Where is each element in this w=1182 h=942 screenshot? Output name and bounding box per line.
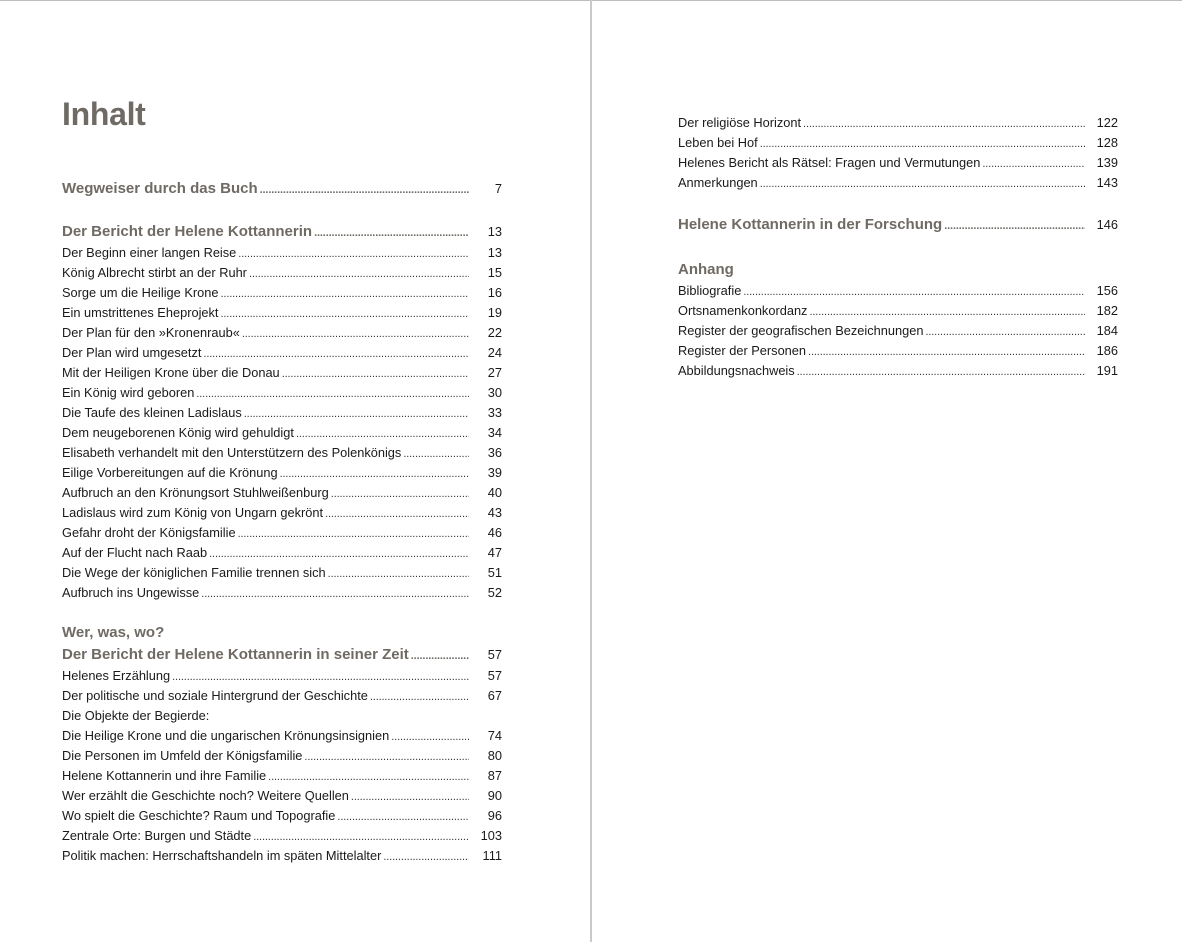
toc-entry-page: 24 bbox=[487, 345, 502, 360]
toc-list-werwaswo-a bbox=[62, 666, 502, 706]
toc-entry[interactable] bbox=[62, 403, 502, 423]
toc-list-anhang bbox=[678, 281, 1118, 381]
toc-entry[interactable] bbox=[678, 153, 1118, 173]
toc-entry-page: 13 bbox=[487, 224, 502, 239]
toc-entry-label: Eilige Vorbereitungen auf die Krönung bbox=[62, 465, 278, 480]
toc-list-bericht bbox=[62, 243, 502, 603]
leader-dots bbox=[797, 362, 1085, 382]
toc-entry[interactable] bbox=[678, 301, 1118, 321]
leader-dots bbox=[383, 847, 469, 867]
toc-entry-page: 16 bbox=[487, 285, 502, 300]
toc-list-continued bbox=[678, 113, 1118, 193]
leader-dots bbox=[925, 322, 1085, 342]
toc-entry-page: 33 bbox=[487, 405, 502, 420]
toc-entry[interactable] bbox=[62, 686, 502, 706]
toc-entry[interactable] bbox=[62, 786, 502, 806]
toc-entry-page: 47 bbox=[487, 545, 502, 560]
toc-entry-page: 19 bbox=[487, 305, 502, 320]
toc-entry-label: Abbildungsnachweis bbox=[678, 363, 795, 378]
toc-entry-page: 184 bbox=[1096, 323, 1118, 338]
page-title: Inhalt bbox=[62, 96, 146, 132]
toc-entry[interactable] bbox=[62, 363, 502, 383]
leader-dots bbox=[403, 444, 469, 464]
toc-group-forschung bbox=[678, 214, 1118, 236]
leader-dots bbox=[280, 464, 469, 484]
toc-entry-page: 182 bbox=[1096, 303, 1118, 318]
leader-dots bbox=[209, 544, 469, 564]
toc-entry-label: Die Personen im Umfeld der Königsfamilie bbox=[62, 748, 303, 763]
toc-entry[interactable] bbox=[62, 666, 502, 686]
toc-entry-label: Gefahr droht der Königsfamilie bbox=[62, 525, 236, 540]
leader-dots bbox=[351, 787, 469, 807]
toc-entry-label: Ein König wird geboren bbox=[62, 385, 195, 400]
toc-entry-label: Wegweiser durch das Buch bbox=[62, 180, 258, 197]
toc-entry[interactable] bbox=[62, 343, 502, 363]
leader-dots bbox=[253, 827, 469, 847]
leader-dots bbox=[743, 282, 1085, 302]
toc-entry[interactable] bbox=[62, 563, 502, 583]
toc-entry-page: 52 bbox=[487, 585, 502, 600]
toc-entry-label: Wer erzählt die Geschichte noch? Weitere Quellen bbox=[62, 788, 349, 803]
leader-dots bbox=[296, 424, 469, 444]
toc-entry[interactable] bbox=[62, 583, 502, 603]
toc-heading-wegweiser[interactable] bbox=[62, 178, 502, 200]
toc-entry-page: 87 bbox=[487, 768, 502, 783]
toc-group-wegweiser bbox=[62, 178, 502, 200]
leader-dots bbox=[325, 504, 469, 524]
leader-dots bbox=[203, 344, 469, 364]
leader-dots bbox=[328, 564, 469, 584]
toc-entry[interactable] bbox=[62, 806, 502, 826]
leader-dots bbox=[220, 304, 469, 324]
toc-entry[interactable] bbox=[62, 423, 502, 443]
toc-entry-page: 103 bbox=[480, 828, 502, 843]
toc-entry[interactable] bbox=[62, 463, 502, 483]
toc-entry[interactable] bbox=[62, 283, 502, 303]
leader-dots bbox=[760, 134, 1085, 154]
toc-entry-page: 67 bbox=[487, 688, 502, 703]
toc-entry-page: 57 bbox=[487, 668, 502, 683]
toc-entry[interactable] bbox=[62, 846, 502, 866]
toc-entry-label: Register der geografischen Bezeichnungen bbox=[678, 323, 924, 338]
toc-entry[interactable] bbox=[62, 243, 502, 263]
toc-entry-label: Leben bei Hof bbox=[678, 135, 758, 150]
toc-left-column bbox=[62, 178, 502, 866]
toc-entry-label: Sorge um die Heilige Krone bbox=[62, 285, 219, 300]
toc-entry-page: 96 bbox=[487, 808, 502, 823]
toc-entry[interactable] bbox=[678, 361, 1118, 381]
toc-entry-page: 40 bbox=[487, 485, 502, 500]
toc-entry-label: Helene Kottannerin in der Forschung bbox=[678, 216, 943, 233]
leader-dots bbox=[760, 174, 1085, 194]
toc-entry-page: 43 bbox=[487, 505, 502, 520]
toc-entry-label: Register der Personen bbox=[678, 343, 807, 358]
toc-heading-anhang: Anhang bbox=[678, 261, 734, 278]
toc-entry[interactable] bbox=[62, 303, 502, 323]
toc-entry-label: König Albrecht stirbt an der Ruhr bbox=[62, 265, 247, 280]
toc-group-continued bbox=[678, 113, 1118, 193]
toc-group-anhang bbox=[678, 259, 1118, 381]
toc-entry-label: Helenes Erzählung bbox=[62, 668, 171, 683]
toc-heading-werwaswo: Wer, was, wo? bbox=[62, 624, 165, 641]
toc-entry-label: Politik machen: Herrschaftshandeln im späten Mittelalter bbox=[62, 848, 382, 863]
toc-entry-page: 139 bbox=[1096, 155, 1118, 170]
toc-entry-label: Die Taufe des kleinen Ladislaus bbox=[62, 405, 242, 420]
toc-list-werwaswo-b bbox=[62, 726, 502, 866]
leader-dots bbox=[391, 727, 469, 747]
toc-entry[interactable] bbox=[62, 746, 502, 766]
toc-entry-label: Der Bericht der Helene Kottannerin in seiner Zeit bbox=[62, 646, 409, 663]
leader-dots bbox=[249, 264, 469, 284]
leader-dots bbox=[268, 767, 469, 787]
toc-entry-page: 128 bbox=[1096, 135, 1118, 150]
leader-dots bbox=[172, 667, 469, 687]
toc-entry-page: 146 bbox=[1096, 217, 1118, 232]
toc-entry-label: Der Bericht der Helene Kottannerin bbox=[62, 223, 313, 240]
toc-entry-page: 51 bbox=[487, 565, 502, 580]
toc-entry-label: Der politische und soziale Hintergrund der Geschichte bbox=[62, 688, 368, 703]
toc-entry-label: Helene Kottannerin und ihre Familie bbox=[62, 768, 267, 783]
toc-entry-page: 122 bbox=[1096, 115, 1118, 130]
toc-entry-page: 15 bbox=[487, 265, 502, 280]
toc-entry[interactable] bbox=[62, 503, 502, 523]
toc-entry-page: 80 bbox=[487, 748, 502, 763]
toc-entry-page: 39 bbox=[487, 465, 502, 480]
toc-entry[interactable] bbox=[678, 321, 1118, 341]
leader-dots bbox=[411, 645, 469, 667]
toc-entry-label: Anmerkungen bbox=[678, 175, 758, 190]
leader-dots bbox=[314, 222, 469, 244]
toc-entry-page: 57 bbox=[487, 647, 502, 662]
toc-entry-page: 34 bbox=[487, 425, 502, 440]
leader-dots bbox=[238, 244, 469, 264]
book-spine bbox=[590, 0, 592, 942]
leader-dots bbox=[337, 807, 469, 827]
leader-dots bbox=[944, 215, 1085, 237]
toc-group-werwaswo bbox=[62, 622, 502, 866]
toc-heading-bericht-zeit[interactable] bbox=[62, 644, 502, 666]
toc-entry-page: 111 bbox=[482, 848, 502, 863]
toc-entry-label: Aufbruch an den Krönungsort Stuhlweißenburg bbox=[62, 485, 329, 500]
toc-entry-label: Zentrale Orte: Burgen und Städte bbox=[62, 828, 252, 843]
toc-entry-page: 27 bbox=[487, 365, 502, 380]
toc-entry[interactable] bbox=[62, 766, 502, 786]
toc-entry-page: 74 bbox=[487, 728, 502, 743]
leader-dots bbox=[304, 747, 469, 767]
toc-entry[interactable] bbox=[62, 263, 502, 283]
toc-entry[interactable] bbox=[62, 826, 502, 846]
toc-entry[interactable] bbox=[62, 323, 502, 343]
toc-entry-label: Ortsnamenkonkordanz bbox=[678, 303, 808, 318]
toc-entry-label: Der Plan für den »Kronenraub« bbox=[62, 325, 240, 340]
leader-dots bbox=[244, 404, 469, 424]
toc-subheading-objekte: Die Objekte der Begierde: bbox=[62, 708, 210, 723]
leader-dots bbox=[370, 687, 469, 707]
toc-entry[interactable] bbox=[678, 133, 1118, 153]
leader-dots bbox=[331, 484, 469, 504]
toc-heading-forschung[interactable] bbox=[678, 214, 1118, 236]
toc-entry-label: Helenes Bericht als Rätsel: Fragen und Vermutungen bbox=[678, 155, 981, 170]
leader-dots bbox=[809, 302, 1085, 322]
leader-dots bbox=[982, 154, 1085, 174]
toc-entry-label: Aufbruch ins Ungewisse bbox=[62, 585, 200, 600]
toc-entry-label: Auf der Flucht nach Raab bbox=[62, 545, 208, 560]
leader-dots bbox=[282, 364, 469, 384]
toc-entry-label: Wo spielt die Geschichte? Raum und Topografie bbox=[62, 808, 336, 823]
toc-entry[interactable] bbox=[678, 281, 1118, 301]
toc-entry-page: 156 bbox=[1096, 283, 1118, 298]
toc-entry-page: 186 bbox=[1096, 343, 1118, 358]
leader-dots bbox=[201, 584, 469, 604]
toc-entry-page: 7 bbox=[494, 181, 502, 196]
toc-entry-page: 46 bbox=[487, 525, 502, 540]
toc-entry-label: Elisabeth verhandelt mit den Unterstützern des Polenkönigs bbox=[62, 445, 402, 460]
toc-entry[interactable] bbox=[62, 443, 502, 463]
leader-dots bbox=[803, 114, 1085, 134]
toc-entry-page: 22 bbox=[487, 325, 502, 340]
toc-entry[interactable] bbox=[678, 341, 1118, 361]
toc-entry[interactable] bbox=[678, 113, 1118, 133]
leader-dots bbox=[196, 384, 469, 404]
toc-entry-label: Der Beginn einer langen Reise bbox=[62, 245, 237, 260]
toc-entry-label: Die Heilige Krone und die ungarischen Krönungsinsignien bbox=[62, 728, 390, 743]
toc-entry-label: Mit der Heiligen Krone über die Donau bbox=[62, 365, 280, 380]
leader-dots bbox=[238, 524, 469, 544]
toc-entry-page: 191 bbox=[1096, 363, 1118, 378]
toc-entry-label: Dem neugeborenen König wird gehuldigt bbox=[62, 425, 294, 440]
toc-entry-label: Der religiöse Horizont bbox=[678, 115, 802, 130]
toc-entry[interactable] bbox=[678, 173, 1118, 193]
toc-heading-bericht[interactable] bbox=[62, 221, 502, 243]
toc-entry-label: Ein umstrittenes Eheprojekt bbox=[62, 305, 219, 320]
leader-dots bbox=[221, 284, 470, 304]
toc-entry[interactable] bbox=[62, 543, 502, 563]
leader-dots bbox=[808, 342, 1085, 362]
leader-dots bbox=[260, 179, 469, 201]
toc-entry-label: Die Wege der königlichen Familie trennen sich bbox=[62, 565, 326, 580]
toc-entry-label: Der Plan wird umgesetzt bbox=[62, 345, 202, 360]
toc-entry-label: Bibliografie bbox=[678, 283, 742, 298]
toc-group-bericht bbox=[62, 221, 502, 603]
toc-entry-page: 143 bbox=[1096, 175, 1118, 190]
toc-entry-page: 30 bbox=[487, 385, 502, 400]
toc-right-column bbox=[678, 113, 1118, 381]
toc-entry[interactable] bbox=[62, 483, 502, 503]
toc-entry-page: 90 bbox=[487, 788, 502, 803]
toc-entry[interactable] bbox=[62, 523, 502, 543]
leader-dots bbox=[242, 324, 469, 344]
toc-entry-label: Ladislaus wird zum König von Ungarn gekrönt bbox=[62, 505, 324, 520]
toc-entry[interactable] bbox=[62, 726, 502, 746]
toc-entry-page: 36 bbox=[487, 445, 502, 460]
toc-entry-page: 13 bbox=[487, 245, 502, 260]
toc-entry[interactable] bbox=[62, 383, 502, 403]
